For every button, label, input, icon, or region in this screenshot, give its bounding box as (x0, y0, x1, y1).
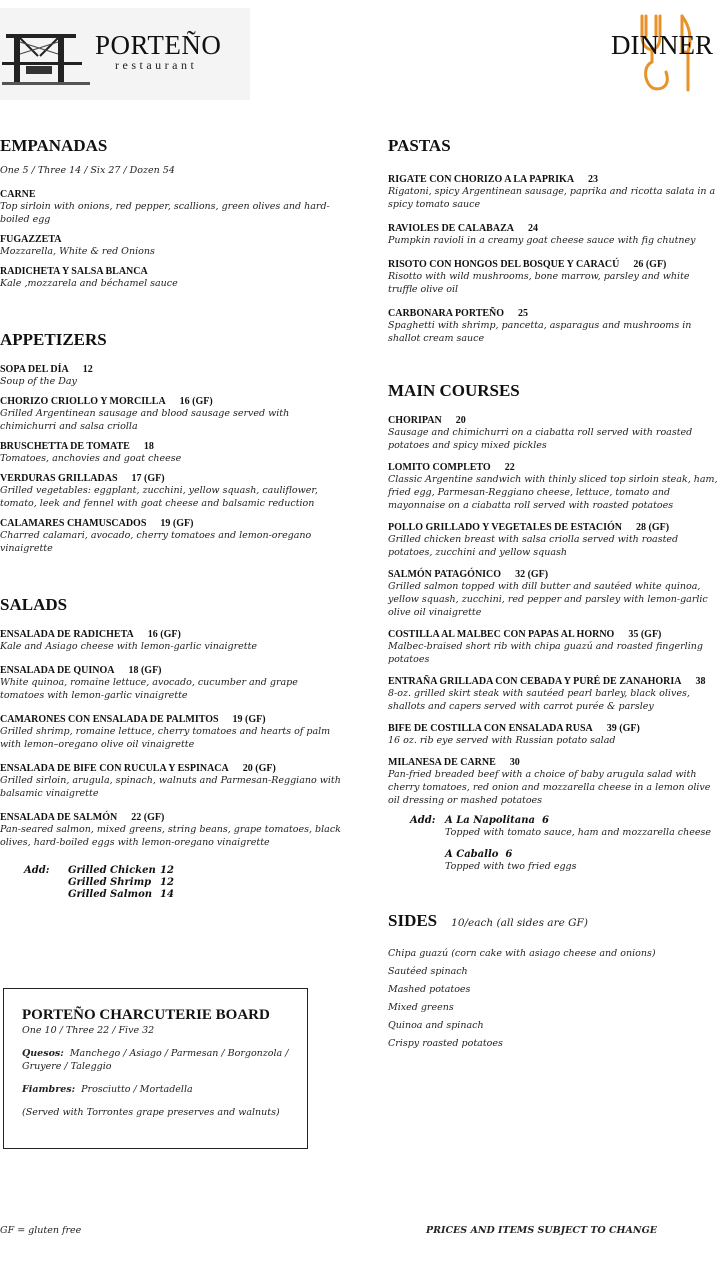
add-label: Add: (410, 815, 436, 826)
item-price: 28 (GF) (636, 522, 670, 533)
item-name (388, 522, 720, 533)
empanadas-subtitle: One 5 / Three 14 / Six 27 / Dozen 54 (0, 165, 175, 176)
charcuterie-title: PORTEÑO CHARCUTERIE BOARD (22, 1007, 270, 1023)
menu-item (388, 174, 720, 211)
item-price: 17 (GF) (131, 473, 165, 484)
item-name (0, 473, 345, 484)
item-name (0, 441, 345, 452)
section-title-sides: SIDES (388, 911, 438, 930)
menu-item (388, 522, 720, 559)
menu-item (388, 629, 720, 666)
item-desc: Spaghetti with shrimp, pancetta, asparagus and mushrooms in shallot cream sauce (388, 320, 692, 344)
dinner-heading: DINNER (611, 30, 713, 60)
item-name-text: POLLO GRILLADO Y VEGETALES DE ESTACIÓN (388, 522, 623, 533)
add-list (445, 815, 711, 873)
item-name-text: LOMITO COMPLETO (388, 462, 491, 473)
add-item-name: Grilled Salmon (68, 889, 153, 900)
item-desc: Risotto with wild mushrooms, bone marrow, parsley and white truffle olive oil (388, 271, 690, 295)
menu-item (0, 266, 345, 290)
item-desc: Grilled Argentinean sausage and blood sausage served with chimichurri and salsa criolla (0, 408, 290, 432)
list-item: Mixed greens (388, 1002, 454, 1013)
section-title-salads: SALADS (0, 595, 68, 614)
item-desc: 16 oz. rib eye served with Russian potato salad (388, 735, 616, 746)
charcuterie-box (3, 988, 308, 1149)
item-desc: Top sirloin with onions, red pepper, scallions, green olives and hard-boiled egg (0, 201, 330, 225)
add-item-desc: Topped with two fried eggs (445, 861, 577, 872)
left-column (0, 136, 345, 900)
item-name-text: ENSALADA DE BIFE CON RUCULA Y ESPINACA (0, 763, 229, 774)
item-name-text: CHORIPAN (388, 415, 442, 426)
item-price: 19 (GF) (160, 518, 194, 529)
item-price: 24 (527, 223, 538, 234)
item-name: CARNE (0, 189, 36, 200)
sides-list (388, 945, 720, 1053)
logo-title: PORTEÑO (95, 30, 222, 60)
menu-item (0, 714, 345, 751)
item-price: 22 (GF) (131, 812, 165, 823)
item-price: 39 (GF) (606, 723, 640, 734)
item-desc: Pumpkin ravioli in a creamy goat cheese sauce with fig chutney (388, 235, 696, 246)
menu-item (0, 518, 345, 555)
item-name (0, 763, 345, 774)
item-desc: Pan-seared salmon, mixed greens, string beans, grape tomatoes, black olives, hard-boiled eggs with lemon-oregano vinaigrette (0, 824, 341, 848)
item-name-text: ENSALADA DE QUINOA (0, 665, 115, 676)
list-item: Mashed potatoes (388, 984, 471, 995)
add-item-name: Grilled Shrimp (68, 877, 152, 888)
item-name-text: ENTRAÑA GRILLADA CON CEBADA Y PURÉ DE ZANAHORIA (388, 676, 682, 687)
right-column (388, 136, 720, 1053)
item-name-text: MILANESA DE CARNE (388, 757, 496, 768)
item-name: RADICHETA Y SALSA BLANCA (0, 266, 148, 277)
item-name-text: RAVIOLES DE CALABAZA (388, 223, 514, 234)
item-desc: Soup of the Day (0, 376, 77, 387)
add-list (68, 865, 190, 900)
item-name-text: COSTILLA AL MALBEC CON PAPAS AL HORNO (388, 629, 615, 640)
item-name-text: ENSALADA DE SALMÓN (0, 812, 118, 823)
item-price: 16 (GF) (147, 629, 181, 640)
menu-item (0, 665, 345, 702)
menu-item (0, 812, 345, 849)
item-name-text: BRUSCHETTA DE TOMATE (0, 441, 130, 452)
item-name (0, 714, 345, 725)
item-desc: Malbec-braised short rib with chipa guazú and roasted fingerling potatoes (388, 641, 703, 665)
item-name-text: SOPA DEL DÍA (0, 364, 69, 375)
menu-item (388, 569, 720, 619)
item-desc: White quinoa, romaine lettuce, avocado, cucumber and grape tomatoes with lemon-garlic vinaigrette (0, 677, 298, 701)
fiambres-label: Fiambres: (22, 1084, 76, 1095)
item-name (388, 723, 720, 734)
add-item-name-text: A La Napolitana (445, 815, 535, 826)
sides-note: 10/each (all sides are GF) (451, 917, 588, 929)
item-desc: Grilled salmon topped with dill butter and sautéed white quinoa, yellow squash, zucchini, red pepper and parsley with lemon-garlic olive oil vinaigrette (388, 581, 708, 618)
item-desc: Grilled shrimp, romaine lettuce, cherry tomatoes and hearts of palm with lemon–oregano olive oil vinaigrette (0, 726, 331, 750)
salad-add-ons (24, 865, 345, 900)
add-item-price: 6 (505, 849, 513, 860)
item-desc: Kale ,mozzarela and béchamel sauce (0, 278, 178, 289)
item-name-text: RISOTO CON HONGOS DEL BOSQUE Y CARACÚ (388, 259, 620, 270)
add-item-desc: Topped with tomato sauce, ham and mozzarella cheese (445, 827, 711, 838)
item-name-text: BIFE DE COSTILLA CON ENSALADA RUSA (388, 723, 593, 734)
menu-item (388, 723, 720, 747)
item-price: 25 (518, 308, 529, 319)
item-name (388, 676, 720, 687)
item-name-text: SALMÓN PATAGÓNICO (388, 569, 502, 580)
menu-item (388, 757, 720, 807)
sides-header (388, 911, 720, 931)
item-price: 22 (504, 462, 515, 473)
quesos-list: Manchego / Asiago / Parmesan / Borgonzola / Gruyere / Taleggio (22, 1048, 289, 1072)
charcuterie-note: (Served with Torrontes grape preserves and walnuts) (22, 1107, 280, 1118)
price-change-notice: PRICES AND ITEMS SUBJECT TO CHANGE (426, 1225, 657, 1236)
item-desc: Mozzarella, White & red Onions (0, 246, 155, 257)
menu-item (0, 364, 345, 388)
add-item-name-text: A Caballo (445, 849, 499, 860)
menu-item (388, 676, 720, 713)
item-name (388, 569, 720, 580)
charcuterie-fiambres (22, 1083, 291, 1096)
item-name-text: ENSALADA DE RADICHETA (0, 629, 134, 640)
menu-item (0, 763, 345, 800)
item-price: 35 (GF) (628, 629, 662, 640)
item-price: 20 (GF) (242, 763, 276, 774)
item-desc: Grilled vegetables: eggplant, zucchini, yellow squash, cauliflower, tomato, leek and fennel with goat cheese and balsamic reduction (0, 485, 318, 509)
fiambres-list: Prosciutto / Mortadella (81, 1084, 193, 1095)
item-price: 16 (GF) (179, 396, 213, 407)
add-label: Add: (24, 865, 50, 876)
item-name: FUGAZZETA (0, 234, 62, 245)
item-name (388, 308, 720, 319)
item-price: 12 (82, 364, 93, 375)
menu-item (0, 396, 345, 433)
item-desc: Grilled chicken breast with salsa criolla served with roasted potatoes, zucchini and yellow squash (388, 534, 679, 558)
logo-subtitle: restaurant (115, 58, 198, 72)
menu-item (0, 189, 345, 226)
charcuterie-subtitle: One 10 / Three 22 / Five 32 (22, 1025, 155, 1036)
item-name-text: CHORIZO CRIOLLO Y MORCILLA (0, 396, 166, 407)
item-desc: Classic Argentine sandwich with thinly sliced top sirloin steak, ham, fried egg, Parmesan-Reggiano cheese, lettuce, tomato and mayonnaise on a ciabatta roll served with roasted potatoes (388, 474, 718, 511)
item-name (388, 462, 720, 473)
menu-item (0, 441, 345, 465)
item-name (388, 174, 720, 185)
item-name-text: RIGATE CON CHORIZO A LA PAPRIKA (388, 174, 575, 185)
item-price: 23 (588, 174, 599, 185)
add-item-price: 14 (160, 889, 174, 900)
charcuterie-quesos (22, 1047, 291, 1073)
item-desc: Kale and Asiago cheese with lemon-garlic vinaigrette (0, 641, 258, 652)
item-name (0, 518, 345, 529)
quesos-label: Quesos: (22, 1048, 64, 1059)
add-item-name (445, 849, 711, 860)
item-name (388, 629, 720, 640)
menu-item (388, 259, 720, 296)
section-title-pastas: PASTAS (388, 136, 451, 155)
item-desc: Rigatoni, spicy Argentinean sausage, paprika and ricotta salata in a spicy tomato sauce (388, 186, 716, 210)
add-item-name: Grilled Chicken (68, 865, 156, 876)
item-name-text: VERDURAS GRILLADAS (0, 473, 118, 484)
menu-item (388, 308, 720, 345)
menu-item (388, 415, 720, 452)
item-desc: Sausage and chimichurri on a ciabatta roll served with roasted potatoes and spicy mixed pickles (388, 427, 693, 451)
menu-item (0, 473, 345, 510)
item-name (0, 629, 345, 640)
list-item: Quinoa and spinach (388, 1020, 484, 1031)
item-name (388, 223, 720, 234)
item-desc: Grilled sirloin, arugula, spinach, walnuts and Parmesan-Reggiano with balsamic vinaigrette (0, 775, 341, 799)
menu-item (0, 629, 345, 653)
item-name (0, 396, 345, 407)
item-name (388, 757, 720, 768)
item-desc: 8-oz. grilled skirt steak with sautéed pearl barley, black olives, shallots and capers served with carrot purée & parsley (388, 688, 690, 712)
item-price: 38 (695, 676, 706, 687)
item-price: 30 (509, 757, 520, 768)
item-price: 26 (GF) (633, 259, 667, 270)
item-name (0, 812, 345, 823)
item-desc: Charred calamari, avocado, cherry tomatoes and lemon-oregano vinaigrette (0, 530, 312, 554)
gluten-free-note: GF = gluten free (0, 1225, 82, 1236)
item-price: 18 (GF) (128, 665, 162, 676)
item-price: 19 (GF) (232, 714, 266, 725)
main-add-ons (410, 815, 720, 873)
menu-item (388, 462, 720, 512)
item-price: 18 (143, 441, 154, 452)
add-item-name (445, 815, 711, 826)
item-price: 32 (GF) (515, 569, 549, 580)
item-desc: Pan-fried breaded beef with a choice of baby arugula salad with cherry tomatoes, red onion and mozzarella cheese in a lemon olive oil dressing or mashed potatoes (388, 769, 711, 806)
item-name (0, 364, 345, 375)
add-item-price: 6 (541, 815, 549, 826)
item-name-text: CALAMARES CHAMUSCADOS (0, 518, 147, 529)
menu-item (388, 223, 720, 247)
item-desc: Tomatoes, anchovies and goat cheese (0, 453, 182, 464)
list-item: Crispy roasted potatoes (388, 1038, 503, 1049)
item-price: 20 (455, 415, 466, 426)
section-title-main-courses: MAIN COURSES (388, 381, 520, 400)
item-name-text: CAMARONES CON ENSALADA DE PALMITOS (0, 714, 219, 725)
section-title-appetizers: APPETIZERS (0, 330, 107, 349)
item-name (388, 415, 720, 426)
add-item-price: 12 (160, 865, 174, 876)
item-name (0, 665, 345, 676)
item-name (388, 259, 720, 270)
bridge-logo-icon (2, 32, 90, 92)
item-name-text: CARBONARA PORTEÑO (388, 308, 505, 319)
menu-item (0, 234, 345, 258)
section-title-empanadas: EMPANADAS (0, 136, 108, 155)
add-item-price: 12 (160, 877, 174, 888)
list-item: Sautéed spinach (388, 966, 468, 977)
list-item: Chipa guazú (corn cake with asiago cheese and onions) (388, 948, 656, 959)
